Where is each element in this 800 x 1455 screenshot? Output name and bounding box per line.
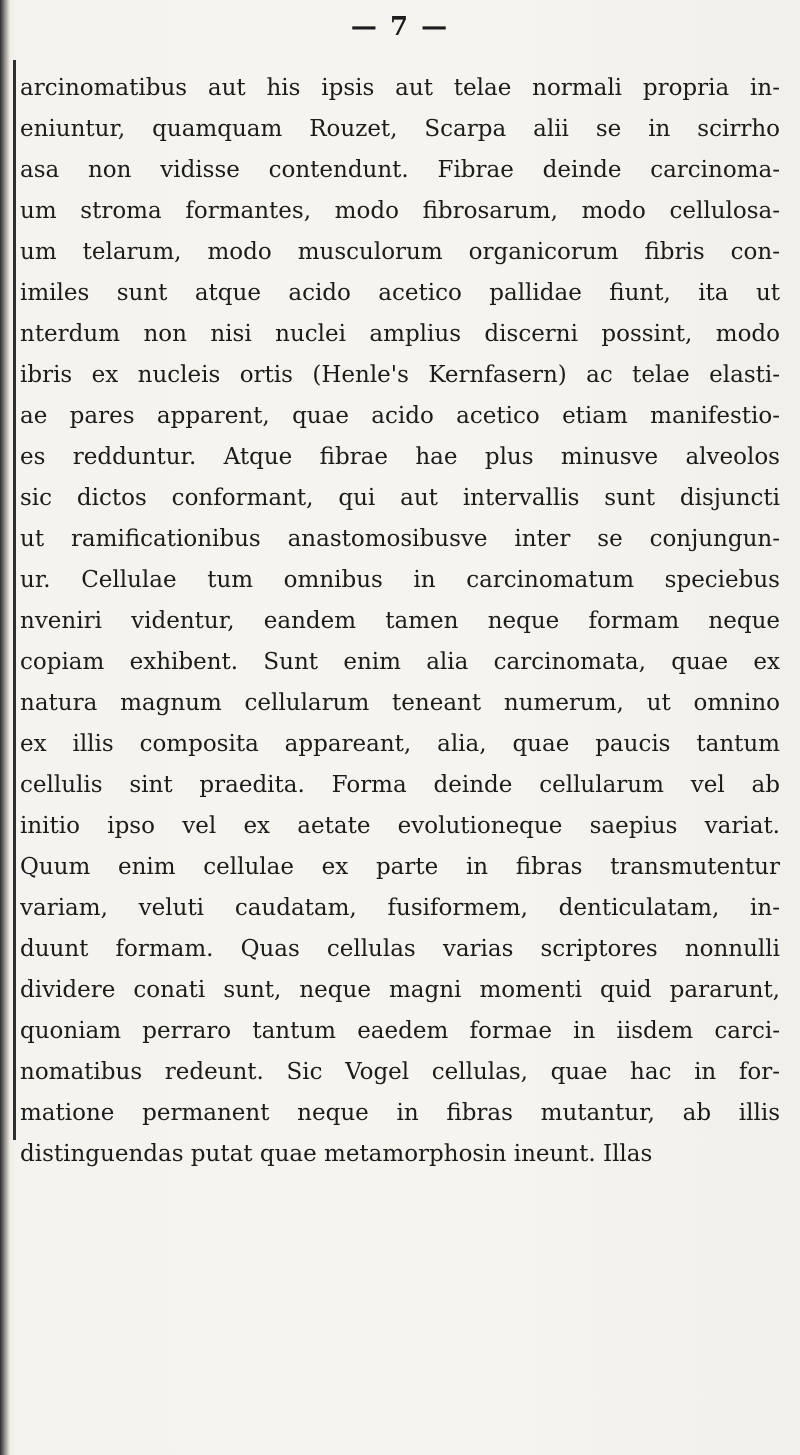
text-line: variam, veluti caudatam, fusiformem, denticulatam, in- bbox=[20, 895, 780, 921]
text-line: ur. Cellulae tum omnibus in carcinomatum speciebus bbox=[20, 567, 780, 593]
text-line: ae pares apparent, quae acido acetico etiam manifestio- bbox=[20, 403, 780, 429]
page-gutter-shadow bbox=[13, 60, 16, 1140]
text-line: natura magnum cellularum teneant numerum, ut omnino bbox=[20, 690, 780, 716]
page-binding-edge bbox=[0, 0, 10, 1455]
text-line: asa non vidisse contendunt. Fibrae deinde carcinoma- bbox=[20, 157, 780, 183]
text-line: arcinomatibus aut his ipsis aut telae normali propria in- bbox=[20, 75, 780, 101]
text-line: dividere conati sunt, neque magni momenti quid pararunt, bbox=[20, 977, 780, 1003]
text-line: matione permanent neque in fibras mutantur, ab illis bbox=[20, 1100, 780, 1126]
text-line: duunt formam. Quas cellulas varias scriptores nonnulli bbox=[20, 936, 780, 962]
text-line: ibris ex nucleis ortis (Henle's Kernfasern) ac telae elasti- bbox=[20, 362, 780, 388]
text-line: copiam exhibent. Sunt enim alia carcinomata, quae ex bbox=[20, 649, 780, 675]
text-line: sic dictos conformant, qui aut intervallis sunt disjuncti bbox=[20, 485, 780, 511]
text-line: es redduntur. Atque fibrae hae plus minusve alveolos bbox=[20, 444, 780, 470]
text-line: ex illis composita appareant, alia, quae paucis tantum bbox=[20, 731, 780, 757]
text-line: initio ipso vel ex aetate evolutioneque saepius variat. bbox=[20, 813, 780, 839]
text-line: ut ramificationibus anastomosibusve inter se conjungun- bbox=[20, 526, 780, 552]
text-line: cellulis sint praedita. Forma deinde cellularum vel ab bbox=[20, 772, 780, 798]
text-line: nveniri videntur, eandem tamen neque formam neque bbox=[20, 608, 780, 634]
text-line: nomatibus redeunt. Sic Vogel cellulas, quae hac in for- bbox=[20, 1059, 780, 1085]
text-line: um stroma formantes, modo fibrosarum, modo cellulosa- bbox=[20, 198, 780, 224]
text-line: Quum enim cellulae ex parte in fibras transmutentur bbox=[20, 854, 780, 880]
text-line: eniuntur, quamquam Rouzet, Scarpa alii se in scirrho bbox=[20, 116, 780, 142]
body-text bbox=[20, 68, 780, 1175]
text-line: nterdum non nisi nuclei amplius discerni possint, modo bbox=[20, 321, 780, 347]
text-line: quoniam perraro tantum eaedem formae in iisdem carci- bbox=[20, 1018, 780, 1044]
text-line: um telarum, modo musculorum organicorum fibris con- bbox=[20, 239, 780, 265]
page-number: — 7 — bbox=[350, 12, 450, 42]
text-line: distinguendas putat quae metamorphosin ineunt. Illas bbox=[20, 1141, 653, 1167]
text-line: imiles sunt atque acido acetico pallidae fiunt, ita ut bbox=[20, 280, 780, 306]
